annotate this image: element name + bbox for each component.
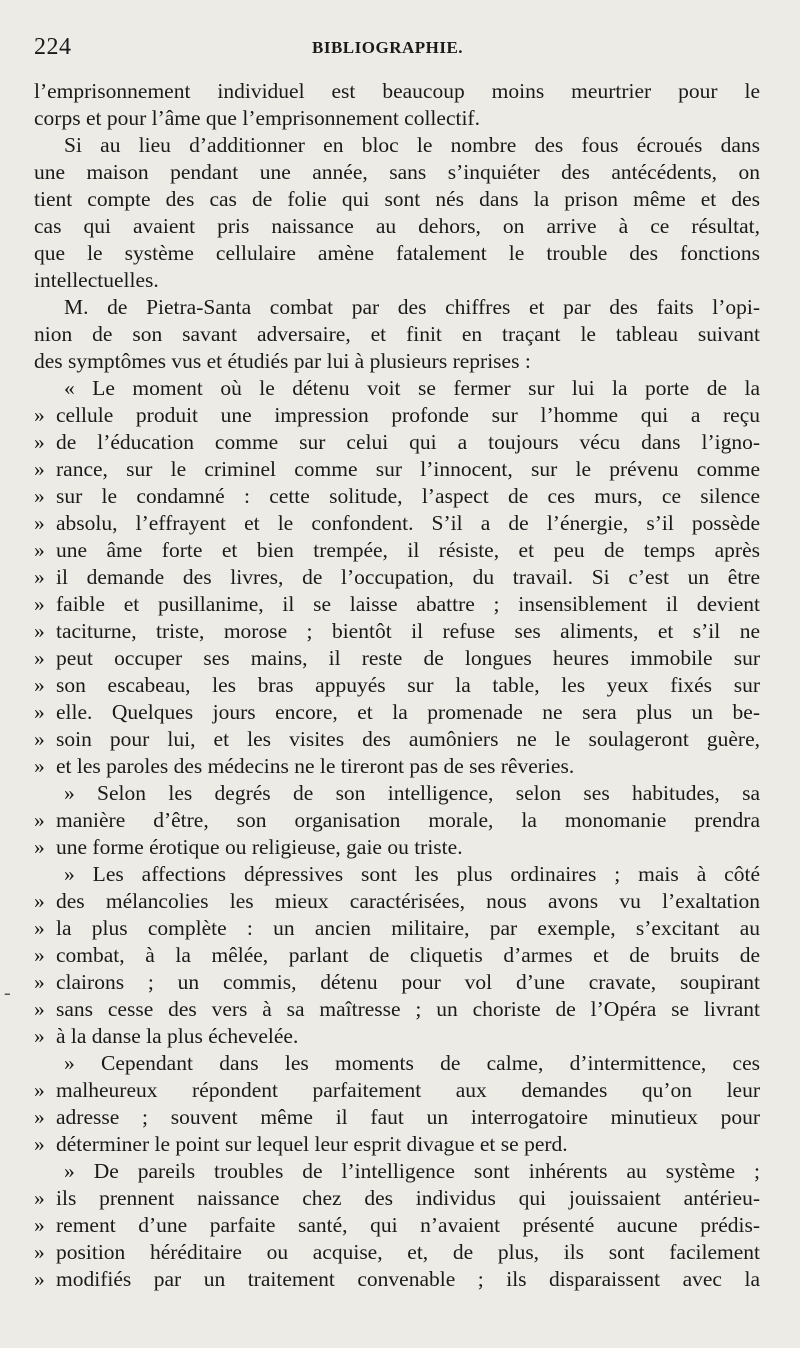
line-text: cellule produit une impression profonde sur l’homme qui a reçu bbox=[56, 403, 760, 427]
quote-mark: » bbox=[34, 673, 45, 697]
text-line bbox=[34, 645, 760, 672]
quote-mark: » bbox=[34, 835, 45, 859]
line-text: rement d’une parfaite santé, qui n’avaient présenté aucune prédis- bbox=[56, 1213, 760, 1237]
line-text: sur le condamné : cette solitude, l’aspect de ces murs, ce silence bbox=[56, 484, 760, 508]
text-line bbox=[34, 807, 760, 834]
text-line bbox=[34, 456, 760, 483]
text-line bbox=[34, 213, 760, 240]
line-text: Si au lieu d’additionner en bloc le nombre des fous écroués dans bbox=[64, 133, 760, 157]
text-line bbox=[34, 294, 760, 321]
text-line bbox=[34, 267, 760, 294]
text-line bbox=[34, 132, 760, 159]
page-header bbox=[32, 34, 768, 64]
quote-mark: » bbox=[34, 997, 45, 1021]
running-title: BIBLIOGRAPHIE. bbox=[312, 38, 464, 57]
line-text: peut occuper ses mains, il reste de longues heures immobile sur bbox=[56, 646, 760, 670]
line-text: corps et pour l’âme que l’emprisonnement collectif. bbox=[34, 106, 480, 130]
quote-mark: » bbox=[34, 889, 45, 913]
text-line bbox=[34, 537, 760, 564]
quote-mark: » bbox=[34, 1132, 45, 1156]
line-text: » Cependant dans les moments de calme, d’intermittence, ces bbox=[64, 1051, 760, 1075]
quote-mark: » bbox=[34, 970, 45, 994]
line-text: manière d’être, son organisation morale, la monomanie prendra bbox=[56, 808, 760, 832]
line-text: que le système cellulaire amène fatalement le trouble des fonctions bbox=[34, 241, 760, 265]
line-text: une maison pendant une année, sans s’inquiéter des antécédents, on bbox=[34, 160, 760, 184]
text-line bbox=[34, 240, 760, 267]
line-text: et les paroles des médecins ne le tireront pas de ses rêveries. bbox=[56, 754, 575, 778]
text-line bbox=[34, 402, 760, 429]
text-line bbox=[34, 564, 760, 591]
text-line bbox=[34, 672, 760, 699]
text-line bbox=[34, 78, 760, 105]
quote-mark: » bbox=[34, 565, 45, 589]
line-text: rance, sur le criminel comme sur l’innocent, sur le prévenu comme bbox=[56, 457, 760, 481]
line-text: faible et pusillanime, il se laisse abattre ; insensiblement il devient bbox=[56, 592, 760, 616]
text-line bbox=[34, 429, 760, 456]
text-line bbox=[34, 1185, 760, 1212]
text-line bbox=[34, 753, 760, 780]
text-line bbox=[34, 591, 760, 618]
quote-mark: » bbox=[34, 484, 45, 508]
text-line bbox=[34, 483, 760, 510]
line-text: adresse ; souvent même il faut un interrogatoire minutieux pour bbox=[56, 1105, 760, 1129]
text-line bbox=[34, 618, 760, 645]
line-text: des symptômes vus et étudiés par lui à plusieurs reprises : bbox=[34, 349, 531, 373]
text-line bbox=[34, 1212, 760, 1239]
text-line bbox=[34, 105, 760, 132]
line-text: modifiés par un traitement convenable ; ils disparaissent avec la bbox=[56, 1267, 760, 1291]
line-text: clairons ; un commis, détenu pour vol d’une cravate, soupirant bbox=[56, 970, 760, 994]
quote-mark: » bbox=[34, 916, 45, 940]
quote-mark: » bbox=[34, 619, 45, 643]
line-text: à la danse la plus échevelée. bbox=[56, 1024, 299, 1048]
quote-mark: » bbox=[34, 1078, 45, 1102]
quote-mark: » bbox=[34, 1267, 45, 1291]
line-text: » Les affections dépressives sont les plus ordinaires ; mais à côté bbox=[64, 862, 760, 886]
text-line bbox=[34, 861, 760, 888]
text-line bbox=[34, 1266, 760, 1293]
text-line bbox=[34, 1131, 760, 1158]
text-line bbox=[34, 1077, 760, 1104]
line-text: tient compte des cas de folie qui sont nés dans la prison même et des bbox=[34, 187, 760, 211]
line-text: intellectuelles. bbox=[34, 268, 159, 292]
quote-mark: » bbox=[34, 754, 45, 778]
quote-mark: » bbox=[34, 1240, 45, 1264]
quote-mark: » bbox=[34, 1186, 45, 1210]
line-text: » Selon les degrés de son intelligence, selon ses habitudes, sa bbox=[64, 781, 760, 805]
text-line bbox=[34, 888, 760, 915]
line-text: position héréditaire ou acquise, et, de plus, ils sont facilement bbox=[56, 1240, 760, 1264]
margin-mark: - bbox=[4, 982, 11, 1004]
text-line bbox=[34, 510, 760, 537]
line-text: la plus complète : un ancien militaire, par exemple, s’excitant au bbox=[56, 916, 760, 940]
text-line bbox=[34, 1023, 760, 1050]
line-text: sans cesse des vers à sa maîtresse ; un choriste de l’Opéra se livrant bbox=[56, 997, 760, 1021]
line-text: une forme érotique ou religieuse, gaie ou triste. bbox=[56, 835, 463, 859]
line-text: des mélancolies les mieux caractérisées, nous avons vu l’exaltation bbox=[56, 889, 760, 913]
line-text: soin pour lui, et les visites des aumôniers ne le soulageront guère, bbox=[56, 727, 760, 751]
text-line bbox=[34, 942, 760, 969]
line-text: M. de Pietra-Santa combat par des chiffres et par des faits l’opi- bbox=[64, 295, 760, 319]
quote-mark: » bbox=[34, 403, 45, 427]
quote-mark: » bbox=[34, 511, 45, 535]
text-line bbox=[34, 1158, 760, 1185]
text-line bbox=[34, 1239, 760, 1266]
text-line bbox=[34, 375, 760, 402]
line-text: l’emprisonnement individuel est beaucoup moins meurtrier pour le bbox=[34, 79, 760, 103]
line-text: il demande des livres, de l’occupation, du travail. Si c’est un être bbox=[56, 565, 760, 589]
quote-mark: » bbox=[34, 808, 45, 832]
text-line bbox=[34, 969, 760, 996]
quote-mark: » bbox=[34, 457, 45, 481]
quote-mark: » bbox=[34, 1105, 45, 1129]
line-text: cas qui avaient pris naissance au dehors, on arrive à ce résultat, bbox=[34, 214, 760, 238]
quote-mark: » bbox=[34, 700, 45, 724]
body-text bbox=[34, 78, 760, 1293]
line-text: ils prennent naissance chez des individus qui jouissaient antérieu- bbox=[56, 1186, 760, 1210]
text-line bbox=[34, 321, 760, 348]
quote-mark: » bbox=[34, 1213, 45, 1237]
quote-mark: » bbox=[34, 592, 45, 616]
text-line bbox=[34, 726, 760, 753]
quote-mark: » bbox=[34, 727, 45, 751]
line-text: absolu, l’effrayent et le confondent. S’il a de l’énergie, s’il possède bbox=[56, 511, 760, 535]
text-line bbox=[34, 1050, 760, 1077]
quote-mark: » bbox=[34, 1024, 45, 1048]
line-text: malheureux répondent parfaitement aux demandes qu’on leur bbox=[56, 1078, 760, 1102]
page-number: 224 bbox=[34, 34, 72, 60]
quote-mark: » bbox=[34, 646, 45, 670]
text-line bbox=[34, 186, 760, 213]
quote-mark: » bbox=[34, 943, 45, 967]
text-line bbox=[34, 996, 760, 1023]
text-line bbox=[34, 1104, 760, 1131]
line-text: elle. Quelques jours encore, et la promenade ne sera plus un be- bbox=[56, 700, 760, 724]
text-line bbox=[34, 915, 760, 942]
line-text: nion de son savant adversaire, et finit en traçant le tableau suivant bbox=[34, 322, 760, 346]
line-text: de l’éducation comme sur celui qui a toujours vécu dans l’igno- bbox=[56, 430, 760, 454]
line-text: déterminer le point sur lequel leur esprit divague et se perd. bbox=[56, 1132, 568, 1156]
text-line bbox=[34, 699, 760, 726]
text-line bbox=[34, 348, 760, 375]
line-text: taciturne, triste, morose ; bientôt il refuse ses aliments, et s’il ne bbox=[56, 619, 760, 643]
text-line bbox=[34, 834, 760, 861]
line-text: une âme forte et bien trempée, il résiste, et peu de temps après bbox=[56, 538, 760, 562]
quote-mark: » bbox=[34, 538, 45, 562]
text-line bbox=[34, 159, 760, 186]
line-text: combat, à la mêlée, parlant de cliquetis d’armes et de bruits de bbox=[56, 943, 760, 967]
quote-mark: » bbox=[34, 430, 45, 454]
line-text: » De pareils troubles de l’intelligence sont inhérents au système ; bbox=[64, 1159, 760, 1183]
line-text: « Le moment où le détenu voit se fermer sur lui la porte de la bbox=[64, 376, 760, 400]
line-text: son escabeau, les bras appuyés sur la table, les yeux fixés sur bbox=[56, 673, 760, 697]
text-line bbox=[34, 780, 760, 807]
